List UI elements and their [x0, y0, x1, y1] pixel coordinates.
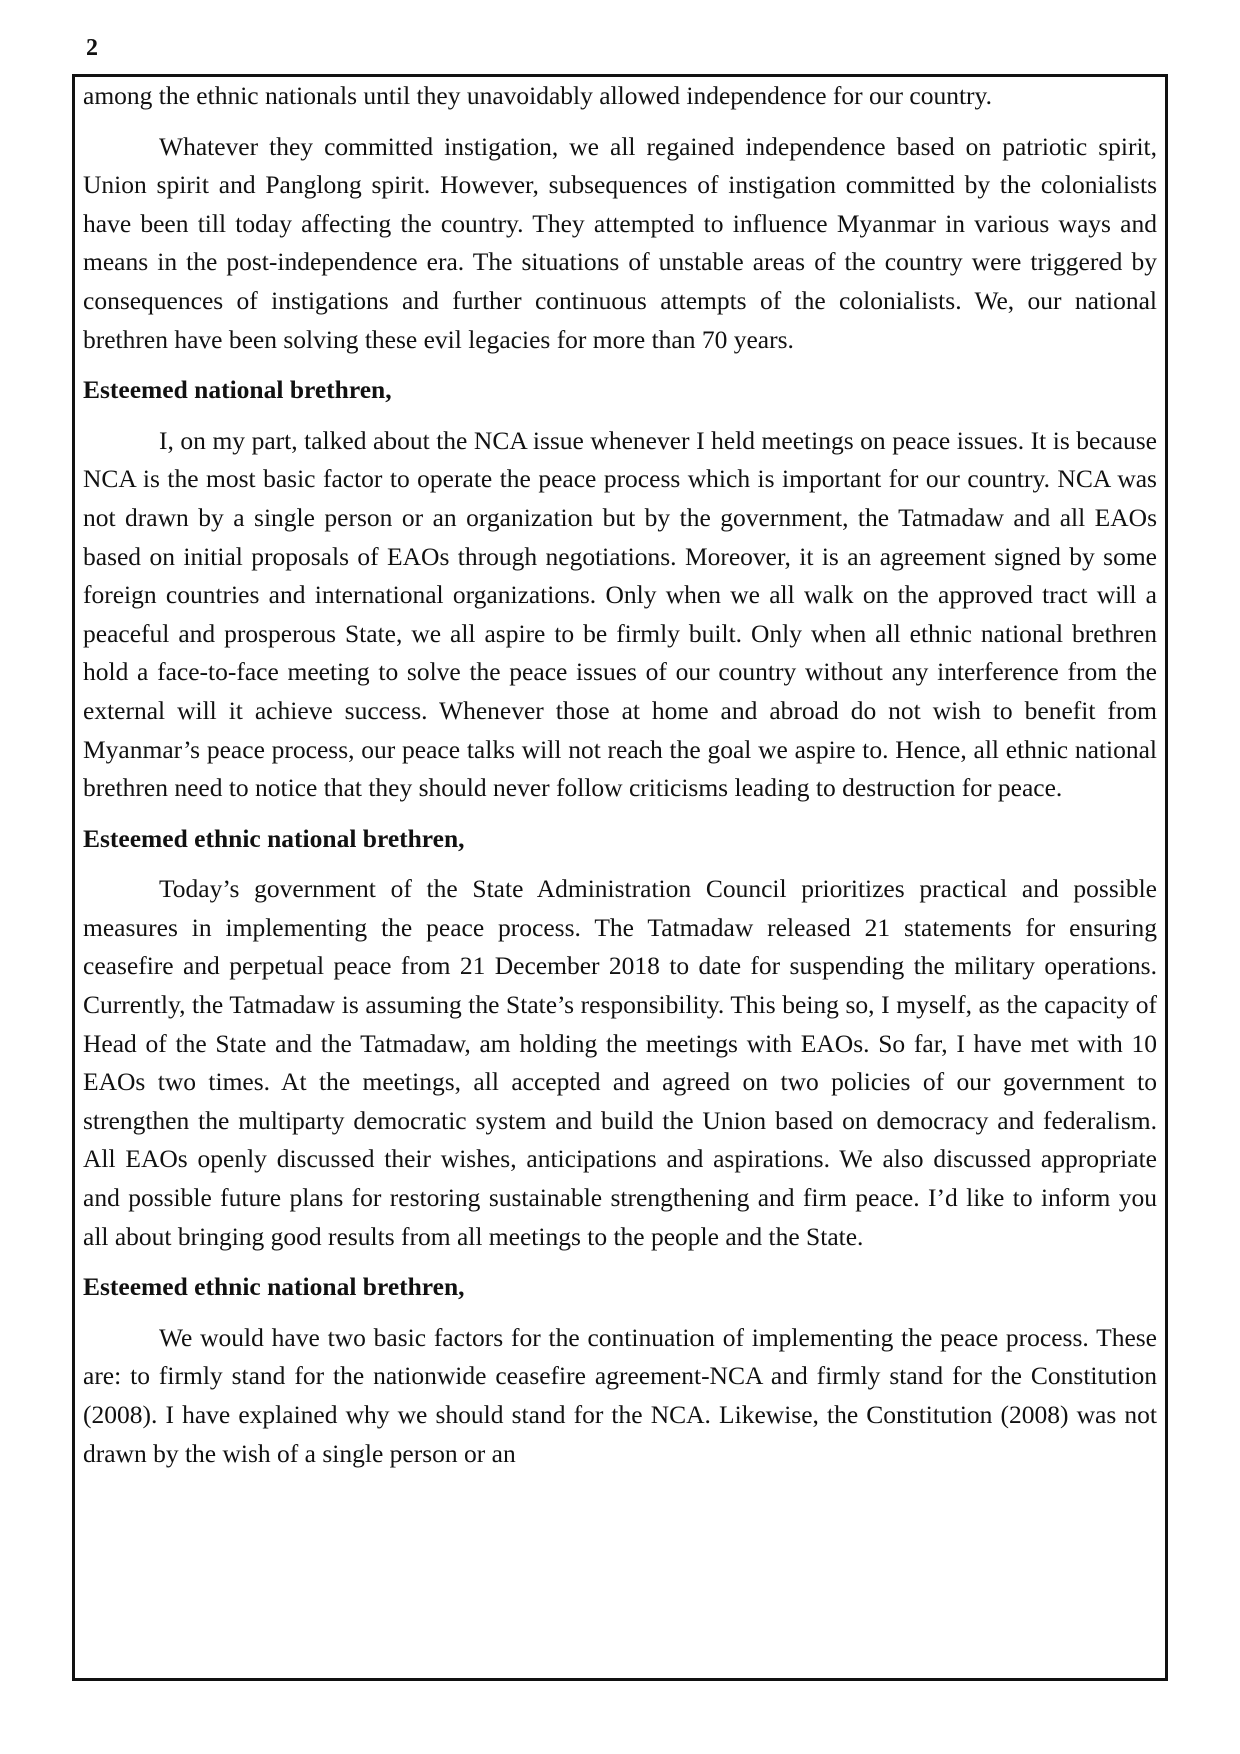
text-frame — [72, 74, 1168, 1681]
page-body — [83, 77, 1157, 1473]
body-paragraph: We would have two basic factors for the continuation of implementing the peace process. These are: to firmly stand for the nationwide ceasefire agreement-NCA and firmly stand for the Constitution (2008). I have explained why we should stand for the NCA. Likewise, the Constitution (2008) was not drawn by the wish of a single person or an — [83, 1322, 1157, 1468]
salutation-heading: Esteemed national brethren, — [83, 375, 392, 405]
body-paragraph: Whatever they committed instigation, we all regained independence based on patriotic spirit, Union spirit and Panglong spirit. However, subsequences of instigation committed by the colonialists have been till today affecting the country. They attempted to influence Myanmar in various ways and means in the post-independence era. The situations of unstable areas of the country were triggered by consequences of instigations and further continuous attempts of the colonialists. We, our national brethren have been solving these evil legacies for more than 70 years. — [83, 131, 1157, 354]
body-paragraph: I, on my part, talked about the NCA issue whenever I held meetings on peace issues. It is because NCA is the most basic factor to operate the peace process which is important for our country. NCA was not drawn by a single person or an organization but by the government, the Tatmadaw and all EAOs based on initial proposals of EAOs through negotiations. Moreover, it is an agreement signed by some foreign countries and international organizations. Only when we all walk on the approved tract will a peaceful and prosperous State, we all aspire to be firmly built. Only when all ethnic national brethren hold a face-to-face meeting to solve the peace issues of our country without any interference from the external will it achieve success. Whenever those at home and abroad do not wish to benefit from Myanmar’s peace process, our peace talks will not reach the goal we aspire to. Hence, all ethnic national brethren need to notice that they should never follow criticisms leading to destruction for peace. — [83, 425, 1157, 803]
salutation-heading: Esteemed ethnic national brethren, — [83, 823, 465, 853]
page-number: 2 — [86, 35, 98, 61]
body-paragraph: Today’s government of the State Administration Council prioritizes practical and possible measures in implementing the peace process. The Tatmadaw released 21 statements for ensuring ceasefire and perpetual peace from 21 December 2018 to date for suspending the military operations. Currently, the Tatmadaw is assuming the State’s responsibility. This being so, I myself, as the capacity of Head of the State and the Tatmadaw, am holding the meetings with EAOs. So far, I have met with 10 EAOs two times. At the meetings, all accepted and agreed on two policies of our government to strengthen the multiparty democratic system and build the Union based on democracy and federalism. All EAOs openly discussed their wishes, anticipations and aspirations. We also discussed appropriate and possible future plans for restoring sustainable strengthening and firm peace. I’d like to inform you all about bringing good results from all meetings to the people and the State. — [83, 874, 1157, 1251]
continuation-paragraph: among the ethnic nationals until they unavoidably allowed independence for our country. — [83, 81, 992, 110]
salutation-heading: Esteemed ethnic national brethren, — [83, 1272, 465, 1302]
